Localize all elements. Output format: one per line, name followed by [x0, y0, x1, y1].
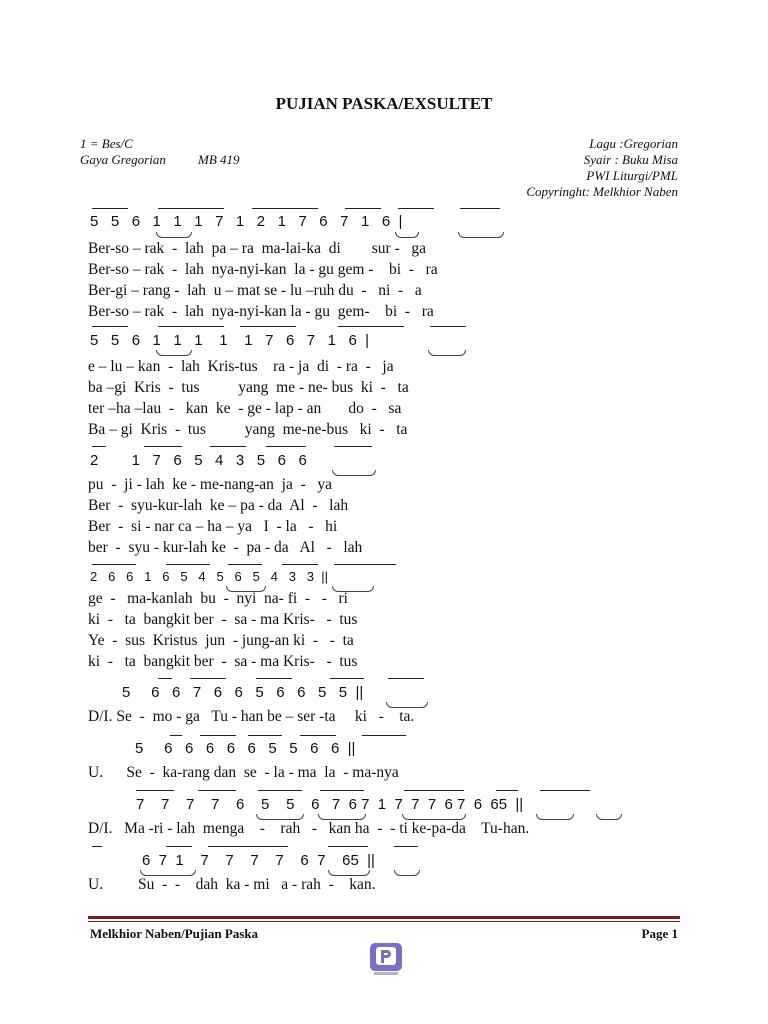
slur: [332, 470, 376, 476]
lyric-line: Ba – gi Kris - tus yang me-ne-bus ki - ta: [88, 421, 408, 438]
lyric-line: Ber - syu-kur-lah ke – pa - da Al - lah: [88, 497, 349, 514]
overline: [334, 446, 372, 447]
overline: [398, 208, 434, 209]
overline: [92, 846, 102, 847]
overline: [540, 790, 590, 791]
lyric-line: Ber-so – rak - lah nya-nyi-kan la - gu gem- bi - ra: [88, 303, 434, 320]
lyric-line: Ber-so – rak - lah nya-nyi-kan la - gu gem - bi - ra: [88, 261, 438, 278]
lyric-line: Ber-so – rak - lah pa – ra ma-lai-ka di sur - ga: [88, 240, 426, 257]
slur: [428, 350, 466, 356]
overline: [92, 446, 106, 447]
overline: [92, 564, 136, 565]
overline: [388, 678, 424, 679]
overline: [252, 208, 318, 209]
copyright-credit: Copyringht: Melkhior Naben: [526, 184, 678, 199]
lyric-line: ki - ta bangkit ber - sa - ma Kris- - tus: [88, 611, 358, 628]
style-label: Gaya Gregorian: [80, 152, 166, 167]
lyric-line: pu - ji - lah ke - me-nang-an ja - ya: [88, 476, 333, 493]
overline: [136, 790, 174, 791]
lagu-credit: Lagu :Gregorian: [589, 136, 678, 151]
key-signature: 1 = Bes/C: [80, 136, 133, 151]
overline: [345, 208, 381, 209]
overline: [404, 790, 464, 791]
overline: [460, 208, 500, 209]
footer-divider: [88, 916, 680, 919]
page-title: PUJIAN PASKA/EXSULTET: [275, 94, 493, 113]
overline: [170, 735, 182, 736]
overline: [248, 735, 282, 736]
lyric-line: ter –ha –lau - kan ke - ge - lap - an do - sa: [88, 400, 402, 417]
overline: [92, 326, 128, 327]
overline: [210, 446, 246, 447]
overline: [338, 326, 404, 327]
lyric-line: ge - ma-kanlah bu - nyi na- fi - - ri: [88, 590, 348, 607]
lyric-line: Ber - si - nar ca – ha – ya I - la - hi: [88, 518, 338, 535]
overline: [228, 564, 262, 565]
overline: [300, 735, 336, 736]
lyric-line: ki - ta bangkit ber - sa - ma Kris- - tus: [88, 653, 358, 670]
overline: [158, 678, 172, 679]
slur: [536, 814, 574, 820]
overline: [158, 208, 224, 209]
overline: [144, 446, 182, 447]
overline: [394, 846, 418, 847]
overline: [266, 446, 306, 447]
overline: [320, 790, 364, 791]
overline: [200, 735, 236, 736]
footer-page-number: Page 1: [641, 926, 678, 941]
slur: [394, 870, 420, 876]
overline: [240, 326, 296, 327]
overline: [208, 846, 288, 847]
overline: [258, 790, 302, 791]
footer-author: Melkhior Naben/Pujian Paska: [90, 926, 259, 941]
slur: [156, 232, 192, 238]
syair-credit: Syair : Buku Misa: [583, 152, 678, 167]
lyric-line: U. Su - - dah ka - mi a - rah - kan.: [88, 876, 376, 893]
overline: [256, 678, 292, 679]
slur: [458, 232, 504, 238]
lyric-line: ba –gi Kris - tus yang me - ne- bus ki - ta: [88, 379, 409, 396]
notation-line-2: 5 5 6 1 1 1 1 1 7 6 7 1 6 |: [90, 332, 370, 349]
slur: [395, 232, 419, 238]
overline: [166, 564, 210, 565]
lyric-line: U. Se - ka-rang dan se - la - ma la - ma-nya: [88, 764, 399, 781]
lyric-line: ber - syu - kur-lah ke - pa - da Al - lah: [88, 539, 363, 556]
overline: [282, 564, 318, 565]
overline: [496, 790, 518, 791]
slur: [156, 350, 192, 356]
notation-line-5: 5 6 6 7 6 6 5 6 6 5 5 ||: [122, 684, 364, 701]
overline: [92, 208, 128, 209]
lyric-line: D/I. Ma -ri - lah menga - rah - kan ha - - ti ke-pa-da Tu-han.: [88, 820, 530, 837]
overline: [430, 326, 466, 327]
notation-line-8: 6 7 1 7 7 7 7 6 7 65 ||: [142, 852, 375, 869]
notation-line-7: 7 7 7 7 6 5 5 6 7 6 7 1 7 7 7 6 7 6 65 ||: [136, 796, 524, 813]
lyric-line: Ye - sus Kristus jun - jung-an ki - - ta: [88, 632, 354, 649]
overline: [362, 735, 406, 736]
overline: [166, 846, 192, 847]
notation-line-6: 5 6 6 6 6 6 5 5 6 6 ||: [135, 740, 356, 757]
notation-line-3: 2 1 7 6 5 4 3 5 6 6: [90, 452, 307, 469]
overline: [198, 790, 236, 791]
overline: [328, 846, 368, 847]
lyric-line: Ber-gi – rang - lah u – mat se - lu –ruh du - ni - a: [88, 282, 422, 299]
lyric-line: e – lu – kan - lah Kris-tus ra - ja di - ra - ja: [88, 358, 394, 375]
song-number: MB 419: [198, 152, 240, 167]
overline: [190, 678, 226, 679]
overline: [334, 564, 396, 565]
lyric-line: D/I. Se - mo - ga Tu - han be – ser -ta ki - ta.: [88, 708, 415, 725]
pwi-credit: PWI Liturgi/PML: [586, 168, 678, 183]
overline: [158, 326, 224, 327]
notation-line-1: 5 5 6 1 1 1 7 1 2 1 7 6 7 1 6 |: [90, 213, 403, 230]
overline: [330, 678, 364, 679]
footer-divider-thin: [88, 921, 680, 922]
slur: [596, 814, 622, 820]
notation-line-4: 2 6 6 1 6 5 4 5 6 5 4 3 3 ||: [90, 569, 328, 584]
publisher-logo-icon: [364, 941, 408, 977]
